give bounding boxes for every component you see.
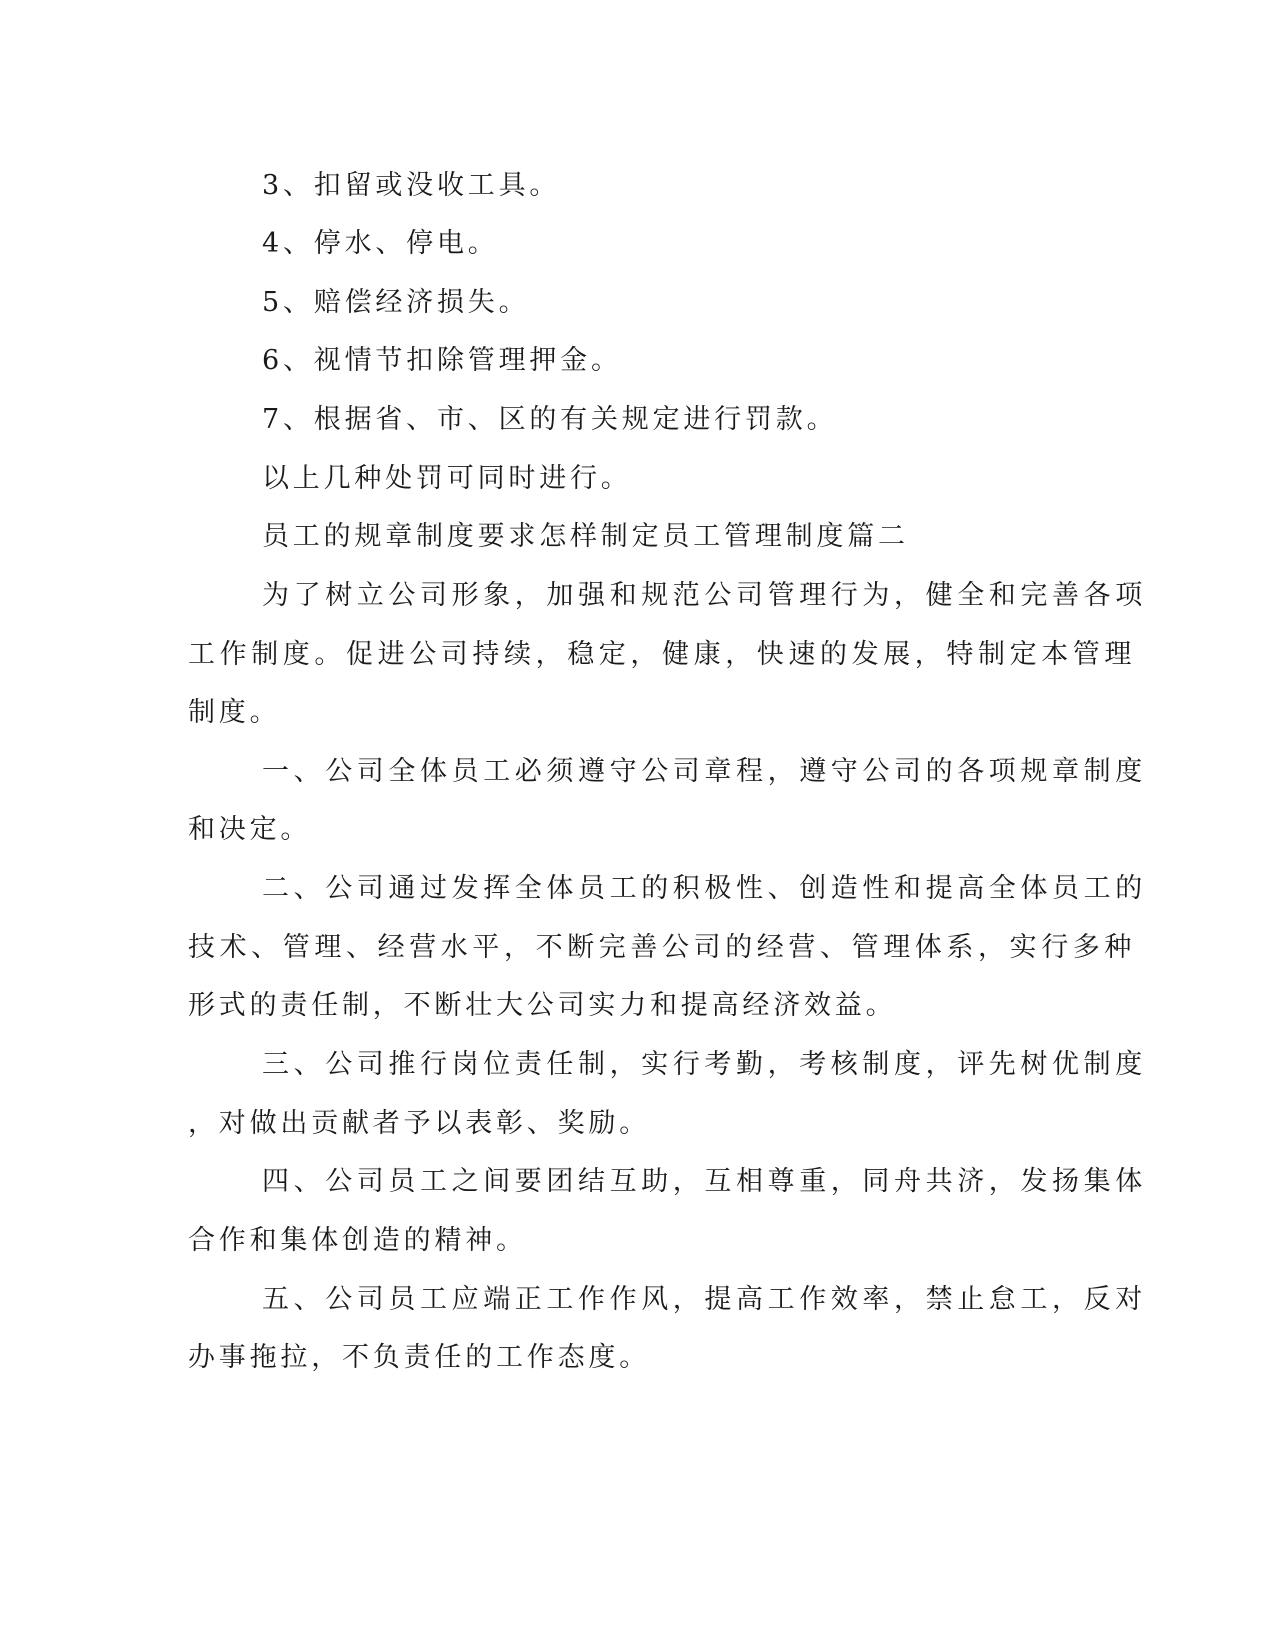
clause-3-line-2: ，对做出贡献者予以表彰、奖励。 — [188, 1108, 650, 1139]
section-title: 员工的规章制度要求怎样制定员工管理制度篇二 — [262, 521, 909, 552]
clause-3-line-1: 三、公司推行岗位责任制，实行考勤，考核制度，评先树优制度 — [262, 1049, 1147, 1080]
penalties-note: 以上几种处罚可同时进行。 — [262, 463, 632, 494]
intro-line-1: 为了树立公司形象，加强和规范公司管理行为，健全和完善各项 — [262, 580, 1147, 611]
clause-1-line-2: 和决定。 — [188, 814, 312, 845]
clause-2-line-2: 技术、管理、经营水平，不断完善公司的经营、管理体系，实行多种 — [188, 932, 1136, 963]
penalty-item-4: 4、停水、停电。 — [262, 228, 499, 259]
clause-5-line-1: 五、公司员工应端正工作作风，提高工作效率，禁止怠工，反对 — [262, 1284, 1147, 1315]
clause-4-line-1: 四、公司员工之间要团结互助，互相尊重，同舟共济，发扬集体 — [262, 1166, 1147, 1197]
clause-2-line-1: 二、公司通过发挥全体员工的积极性、创造性和提高全体员工的 — [262, 873, 1147, 904]
penalty-item-7: 7、根据省、市、区的有关规定进行罚款。 — [262, 404, 838, 435]
penalty-item-3: 3、扣留或没收工具。 — [262, 170, 561, 201]
intro-line-3: 制度。 — [188, 697, 281, 728]
clause-4-line-2: 合作和集体创造的精神。 — [188, 1225, 527, 1256]
penalty-item-6: 6、视情节扣除管理押金。 — [262, 345, 622, 376]
intro-line-2: 工作制度。促进公司持续，稳定，健康，快速的发展，特制定本管理 — [188, 639, 1136, 670]
clause-1-line-1: 一、公司全体员工必须遵守公司章程，遵守公司的各项规章制度 — [262, 756, 1147, 787]
clause-5-line-2: 办事拖拉，不负责任的工作态度。 — [188, 1342, 650, 1373]
clause-2-line-3: 形式的责任制，不断壮大公司实力和提高经济效益。 — [188, 990, 897, 1021]
penalty-item-5: 5、赔偿经济损失。 — [262, 287, 530, 318]
